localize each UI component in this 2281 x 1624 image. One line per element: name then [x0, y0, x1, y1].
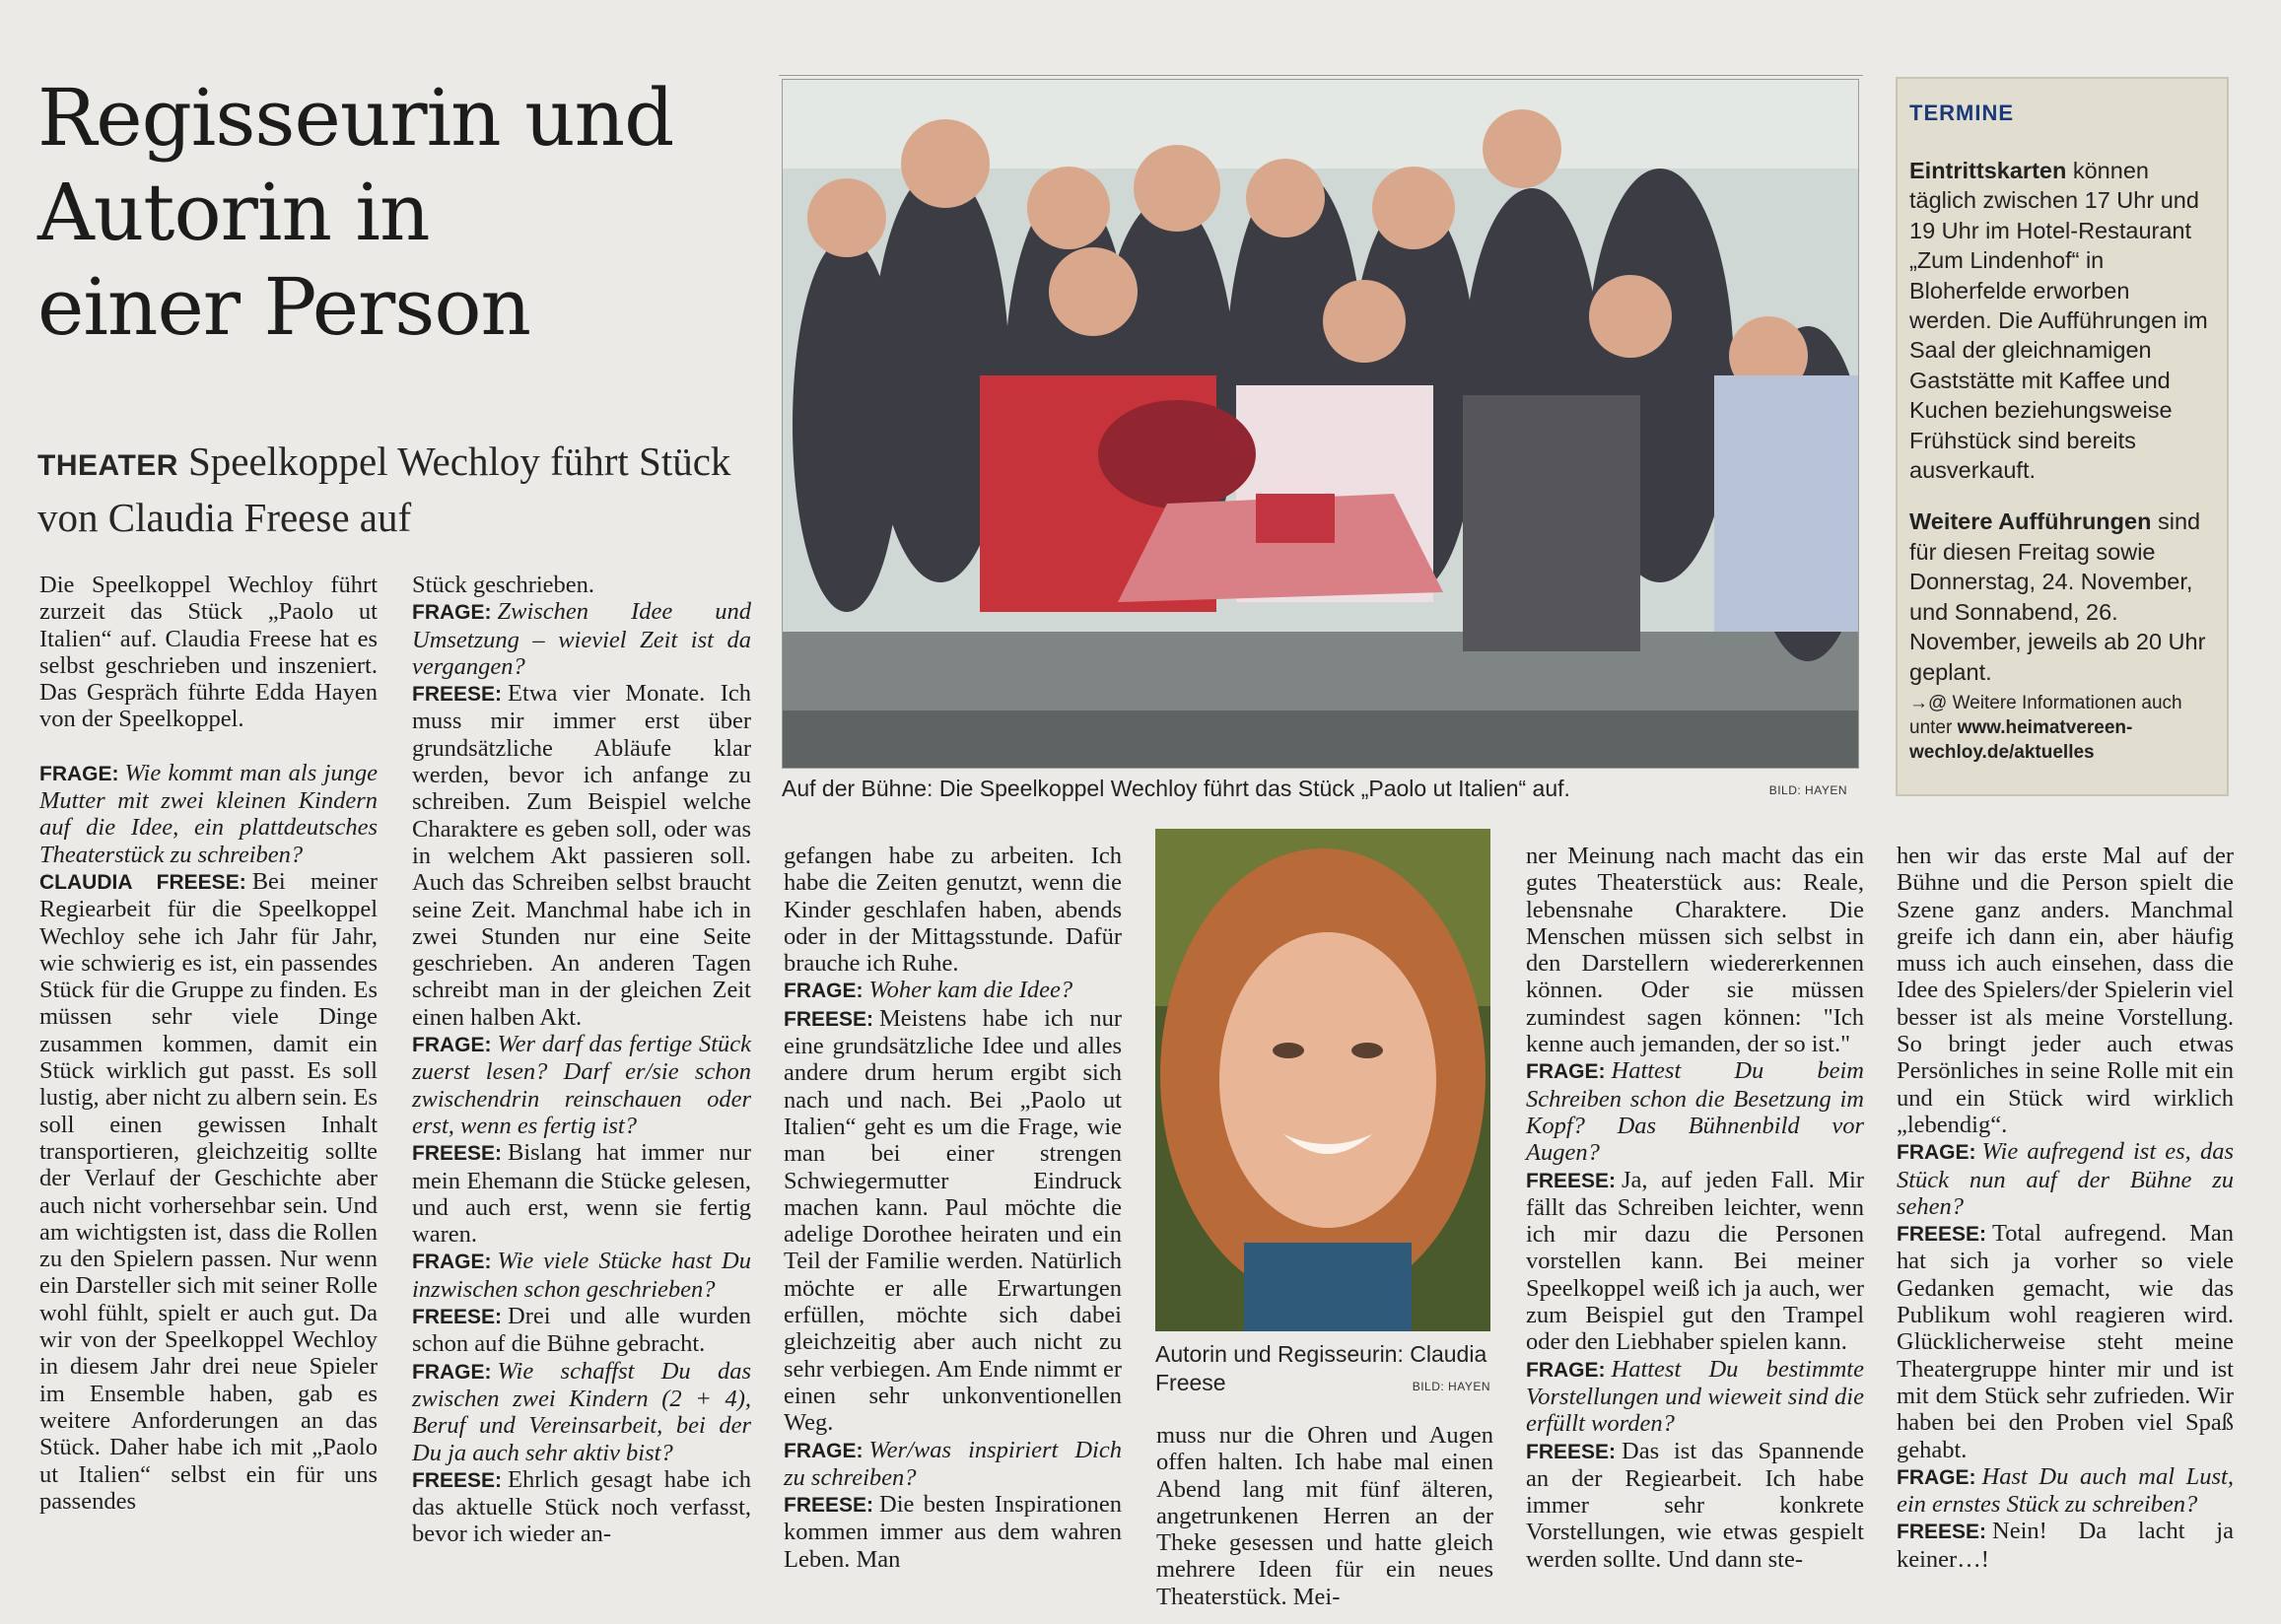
question-text: Wer darf das fertige Stück zuerst lesen? Darf er/sie schon zwischendrin reinschauen oder erst, wenn es fertig ist?	[412, 1031, 751, 1139]
question	[784, 977, 1122, 1004]
group-photo	[782, 79, 1859, 769]
question-label: FRAGE:	[1897, 1465, 1976, 1489]
question	[412, 1248, 751, 1303]
answer-continued: muss nur die Ohren und Augen offen halten. Ich habe mal einen Abend lang mit fünf älteren, angetrunkenen Herren an der Theke gesessen und hatte gleich mehrere Ideen für ein neues Theaterstück. Mei-	[1156, 1422, 1493, 1610]
termine-performances-text: sind für diesen Freitag sowie Donnerstag, 24. November, und Sonnabend, 26. November, jeweils ab 20 Uhr geplant.	[1909, 508, 2206, 685]
answer-continued: gefangen habe zu arbeiten. Ich habe die Zeiten genutzt, wenn die Kinder geschlafen haben, abends oder in der Mittagsstunde. Dafür brauche ich Ruhe.	[784, 843, 1122, 978]
headline-line-3: einer Person	[37, 261, 531, 353]
question	[1897, 1463, 2234, 1519]
termine-tickets-text: können täglich zwischen 17 Uhr und 19 Uhr im Hotel-Restaurant „Zum Lindenhof“ in Bloherfelde erworben werden. Die Aufführungen im Saal der gleichnamigen Gaststätte mit Kaffee und Kuchen beziehungsweise Frühstück sind bereits ausverkauft.	[1909, 158, 2208, 484]
answer-label: FREESE:	[784, 1494, 874, 1518]
article-column-6	[1897, 843, 2234, 1573]
portrait-caption-text: Autorin und Regisseurin: Claudia Freese	[1155, 1341, 1487, 1395]
answer-text: Ja, auf jeden Fall. Mir fällt das Schreiben leichter, wenn ich mir dazu die Personen vorstellen kann. Bei meiner Speelkoppel weiß ich ja auch, wer zum Beispiel gut den Trampel oder den Liebhaber spielen kann.	[1526, 1166, 1864, 1356]
answer-text: Drei und alle wurden schon auf die Bühne gebracht.	[412, 1303, 751, 1358]
answer-text: Bei meiner Regiearbeit für die Speelkoppel Wechloy sehe ich Jahr für Jahr, wie schwierig es ist, ein passendes Stück für die Gruppe zu finden. Es müssen sehr viele Dinge zusammen kommen, damit ein Stück wirklich gut passt. Es soll lustig, aber nicht zu albern sein. Es soll einen gewissen Inhalt transportieren, gleichzeitig sollte der Verlauf der Geschichte aber auch nicht vorhersehbar sein. Und am wichtigsten ist, dass die Rollen zu den Spielern passen. Nur wenn ein Darsteller sich mit seiner Rolle wohl fühlt, spielt er auch gut. Da wir von der Speelkoppel Wechloy in diesem Jahr drei neue Spieler im Ensemble haben, gab es weitere Anforderungen an das Stück. Daher habe ich mit „Paolo ut Italien“ selbst ein für uns passendes	[39, 867, 379, 1515]
answer-label: CLAUDIA FREESE:	[39, 870, 246, 894]
answer-continued: hen wir das erste Mal auf der Bühne und die Person spielt die Szene ganz anders. Manchmal greife ich dann ein, aber häufig muss ich auch einsehen, dass die Idee des Spielers/der Spielerin viel besser ist als meine Vorstellung. So bringt jeder auch etwas Persönliches in seine Rolle mit ein und ein Stück wird wirklich „lebendig“.	[1897, 843, 2234, 1138]
subheadline-text: Speelkoppel Wechloy führt Stück von Claudia Freese auf	[37, 439, 731, 540]
group-photo-credit: BILD: HAYEN	[1768, 783, 1847, 797]
answer	[412, 1303, 751, 1358]
answer	[784, 1491, 1122, 1573]
termine-infobox	[1896, 77, 2229, 796]
termine-performances-heading: Weitere Aufführungen	[1909, 508, 2152, 535]
answer	[1897, 1220, 2234, 1463]
question-text: Hattest Du beim Schreiben schon die Besetzung im Kopf? Das Bühnenbild vor Augen?	[1526, 1057, 1864, 1167]
answer	[1526, 1438, 1864, 1573]
termine-performances	[1909, 507, 2217, 686]
answer	[412, 1466, 751, 1548]
answer-continued: ner Meinung nach macht das ein gutes Theaterstück aus: Reale, lebensnahe Charaktere. Die Menschen müssen sich selbst in den Darstellern wiedererkennen können. Oder sie müssen zumindest sagen können: "Ich kenne auch jemanden, der so ist."	[1526, 843, 1864, 1058]
answer-continued: Stück geschrieben.	[412, 572, 595, 598]
question-text: Hattest Du bestimmte Vorstellungen und wieweit sind die erfüllt worden?	[1526, 1355, 1864, 1438]
answer-label: FREESE:	[1526, 1169, 1617, 1192]
answer-label: FREESE:	[1897, 1521, 1987, 1544]
kicker: THEATER	[37, 449, 178, 482]
question	[412, 1358, 751, 1466]
portrait-illustration	[1155, 829, 1490, 1331]
answer-text: Total aufregend. Man hat sich ja vorher so viele Gedanken gemacht, wie das Publikum wohl reagieren wird. Glücklicherweise steht meine Theatergruppe hinter mir und ist mit dem Stück sehr zufrieden. Wir haben bei den Proben viel Spaß gehabt.	[1897, 1220, 2234, 1463]
question	[1897, 1138, 2234, 1220]
question-text: Hast Du auch mal Lust, ein ernstes Stück zu schreiben?	[1897, 1462, 2234, 1519]
question-text: Wie viele Stücke hast Du inzwischen schon geschrieben?	[412, 1248, 751, 1303]
portrait-credit: BILD: HAYEN	[1412, 1380, 1490, 1393]
headline	[37, 71, 767, 355]
question-text: Woher kam die Idee?	[868, 977, 1073, 1004]
answer-text: Das ist das Spannende an der Regiearbeit. Ich habe immer sehr konkrete Vorstellungen, wie etwas gespielt werden sollte. Und dann ste-	[1526, 1437, 1864, 1573]
question-label: FRAGE:	[39, 762, 119, 785]
termine-title: TERMINE	[1909, 101, 2014, 125]
question	[412, 1031, 751, 1139]
question-label: FRAGE:	[1526, 1358, 1606, 1382]
question-text: Wie aufregend ist es, das Stück nun auf der Bühne zu sehen?	[1897, 1138, 2234, 1220]
question-text: Zwischen Idee und Umsetzung – wieviel Zeit ist da vergangen?	[412, 598, 751, 680]
answer-text: Bislang hat immer nur mein Ehemann die Stücke gelesen, und auch erst, wenn sie fertig waren.	[412, 1139, 751, 1249]
group-photo-caption	[782, 776, 1857, 802]
article-intro: Die Speelkoppel Wechloy führt zurzeit das Stück „Paolo ut Italien“ auf. Claudia Freese hat es selbst geschrieben und inszeniert. Das Gespräch führte Edda Hayen von der Speelkoppel.	[39, 572, 378, 733]
termine-link[interactable]: www.heimatvereen-wechloy.de/aktuelles	[1909, 716, 2133, 763]
question-text: Wer/was inspiriert Dich zu schreiben?	[784, 1436, 1122, 1491]
answer	[412, 680, 751, 1031]
answer	[412, 1139, 751, 1248]
termine-tickets	[1909, 156, 2217, 485]
article-column-2	[412, 572, 751, 1548]
answer-label: FREESE:	[1897, 1223, 1987, 1247]
answer-label: FREESE:	[412, 1468, 503, 1492]
headline-line-1: Regisseurin und	[37, 72, 674, 164]
answer	[39, 868, 378, 1515]
answer-text: Etwa vier Monate. Ich muss mir immer erst über grundsätzliche Abläufe klar werden, bevor ich anfange zu schreiben. Zum Beispiel welche Charaktere es geben soll, oder was in welchem Akt passieren soll. Auch das Schreiben selbst braucht seine Zeit. Manchmal habe ich in zwei Stunden nur eine Seite geschrieben. An anderen Tagen schreibt man in der gleichen Zeit einen halben Akt.	[412, 680, 751, 1031]
article-column-3	[784, 843, 1122, 1573]
question-text: Wie schaffst Du das zwischen zwei Kindern (2 + 4), Beruf und Vereinsarbeit, bei der Du ja auch sehr aktiv bist?	[412, 1357, 751, 1466]
question	[412, 598, 751, 680]
question-label: FRAGE:	[784, 1439, 864, 1462]
article-column-1	[39, 572, 378, 1515]
photo-top-rule	[779, 75, 1863, 76]
answer-label: FREESE:	[412, 1142, 503, 1166]
article-column-5	[1526, 843, 1864, 1573]
question-label: FRAGE:	[412, 1251, 492, 1274]
portrait-photo	[1155, 829, 1490, 1331]
portrait-caption	[1155, 1340, 1490, 1397]
question	[39, 760, 378, 868]
question	[784, 1437, 1122, 1492]
termine-link-prefix: →@ Weitere Informationen auch unter	[1909, 692, 2182, 738]
question	[1526, 1356, 1864, 1438]
question-label: FRAGE:	[1897, 1141, 1976, 1165]
article-column-4	[1156, 1422, 1493, 1610]
answer-text: Meistens habe ich nur eine grundsätzliche Idee und alles andere drum herum ergibt sich nach und nach. Bei „Paolo ut Italien“ geht es um die Frage, wie man bei einer strengen Schwiegermutter Eindruck machen kann. Paul möchte die adelige Dorothee heiraten und ein Teil der Familie werden. Natürlich möchte er alle Erwartungen erfüllen, möchte sich dabei gleichzeitig aber auch nicht zu sehr verbiegen. Am Ende nimmt er einen sehr unkonventionellen Weg.	[784, 1004, 1122, 1437]
question-label: FRAGE:	[784, 980, 864, 1003]
headline-line-2: Autorin in	[37, 167, 430, 258]
termine-more-info	[1909, 691, 2217, 765]
subheadline	[37, 436, 787, 543]
question-label: FRAGE:	[1526, 1060, 1606, 1084]
answer-text: Die besten Inspirationen kommen immer aus dem wahren Leben. Man	[784, 1491, 1122, 1573]
answer-text: Nein! Da lacht ja keiner…!	[1897, 1518, 2234, 1573]
answer-label: FREESE:	[784, 1007, 874, 1031]
question-label: FRAGE:	[412, 601, 492, 625]
answer-label: FREESE:	[412, 1306, 503, 1329]
question-label: FRAGE:	[412, 1360, 492, 1384]
answer	[1526, 1167, 1864, 1356]
answer	[784, 1005, 1122, 1437]
answer-text: Ehrlich gesagt habe ich das aktuelle Stück noch verfasst, bevor ich wieder an-	[412, 1465, 751, 1548]
answer-label: FREESE:	[1526, 1440, 1617, 1463]
answer-label: FREESE:	[412, 683, 503, 707]
answer	[1897, 1518, 2234, 1573]
termine-tickets-heading: Eintrittskarten	[1909, 158, 2067, 183]
group-photo-illustration	[783, 80, 1858, 768]
question-text: Wie kommt man als junge Mutter mit zwei kleinen Kindern auf die Idee, ein plattdeutsches Theaterstück zu schreiben?	[39, 759, 378, 868]
question-label: FRAGE:	[412, 1034, 492, 1057]
question	[1526, 1057, 1864, 1166]
group-photo-caption-text: Auf der Bühne: Die Speelkoppel Wechloy führt das Stück „Paolo ut Italien“ auf.	[782, 776, 1570, 801]
